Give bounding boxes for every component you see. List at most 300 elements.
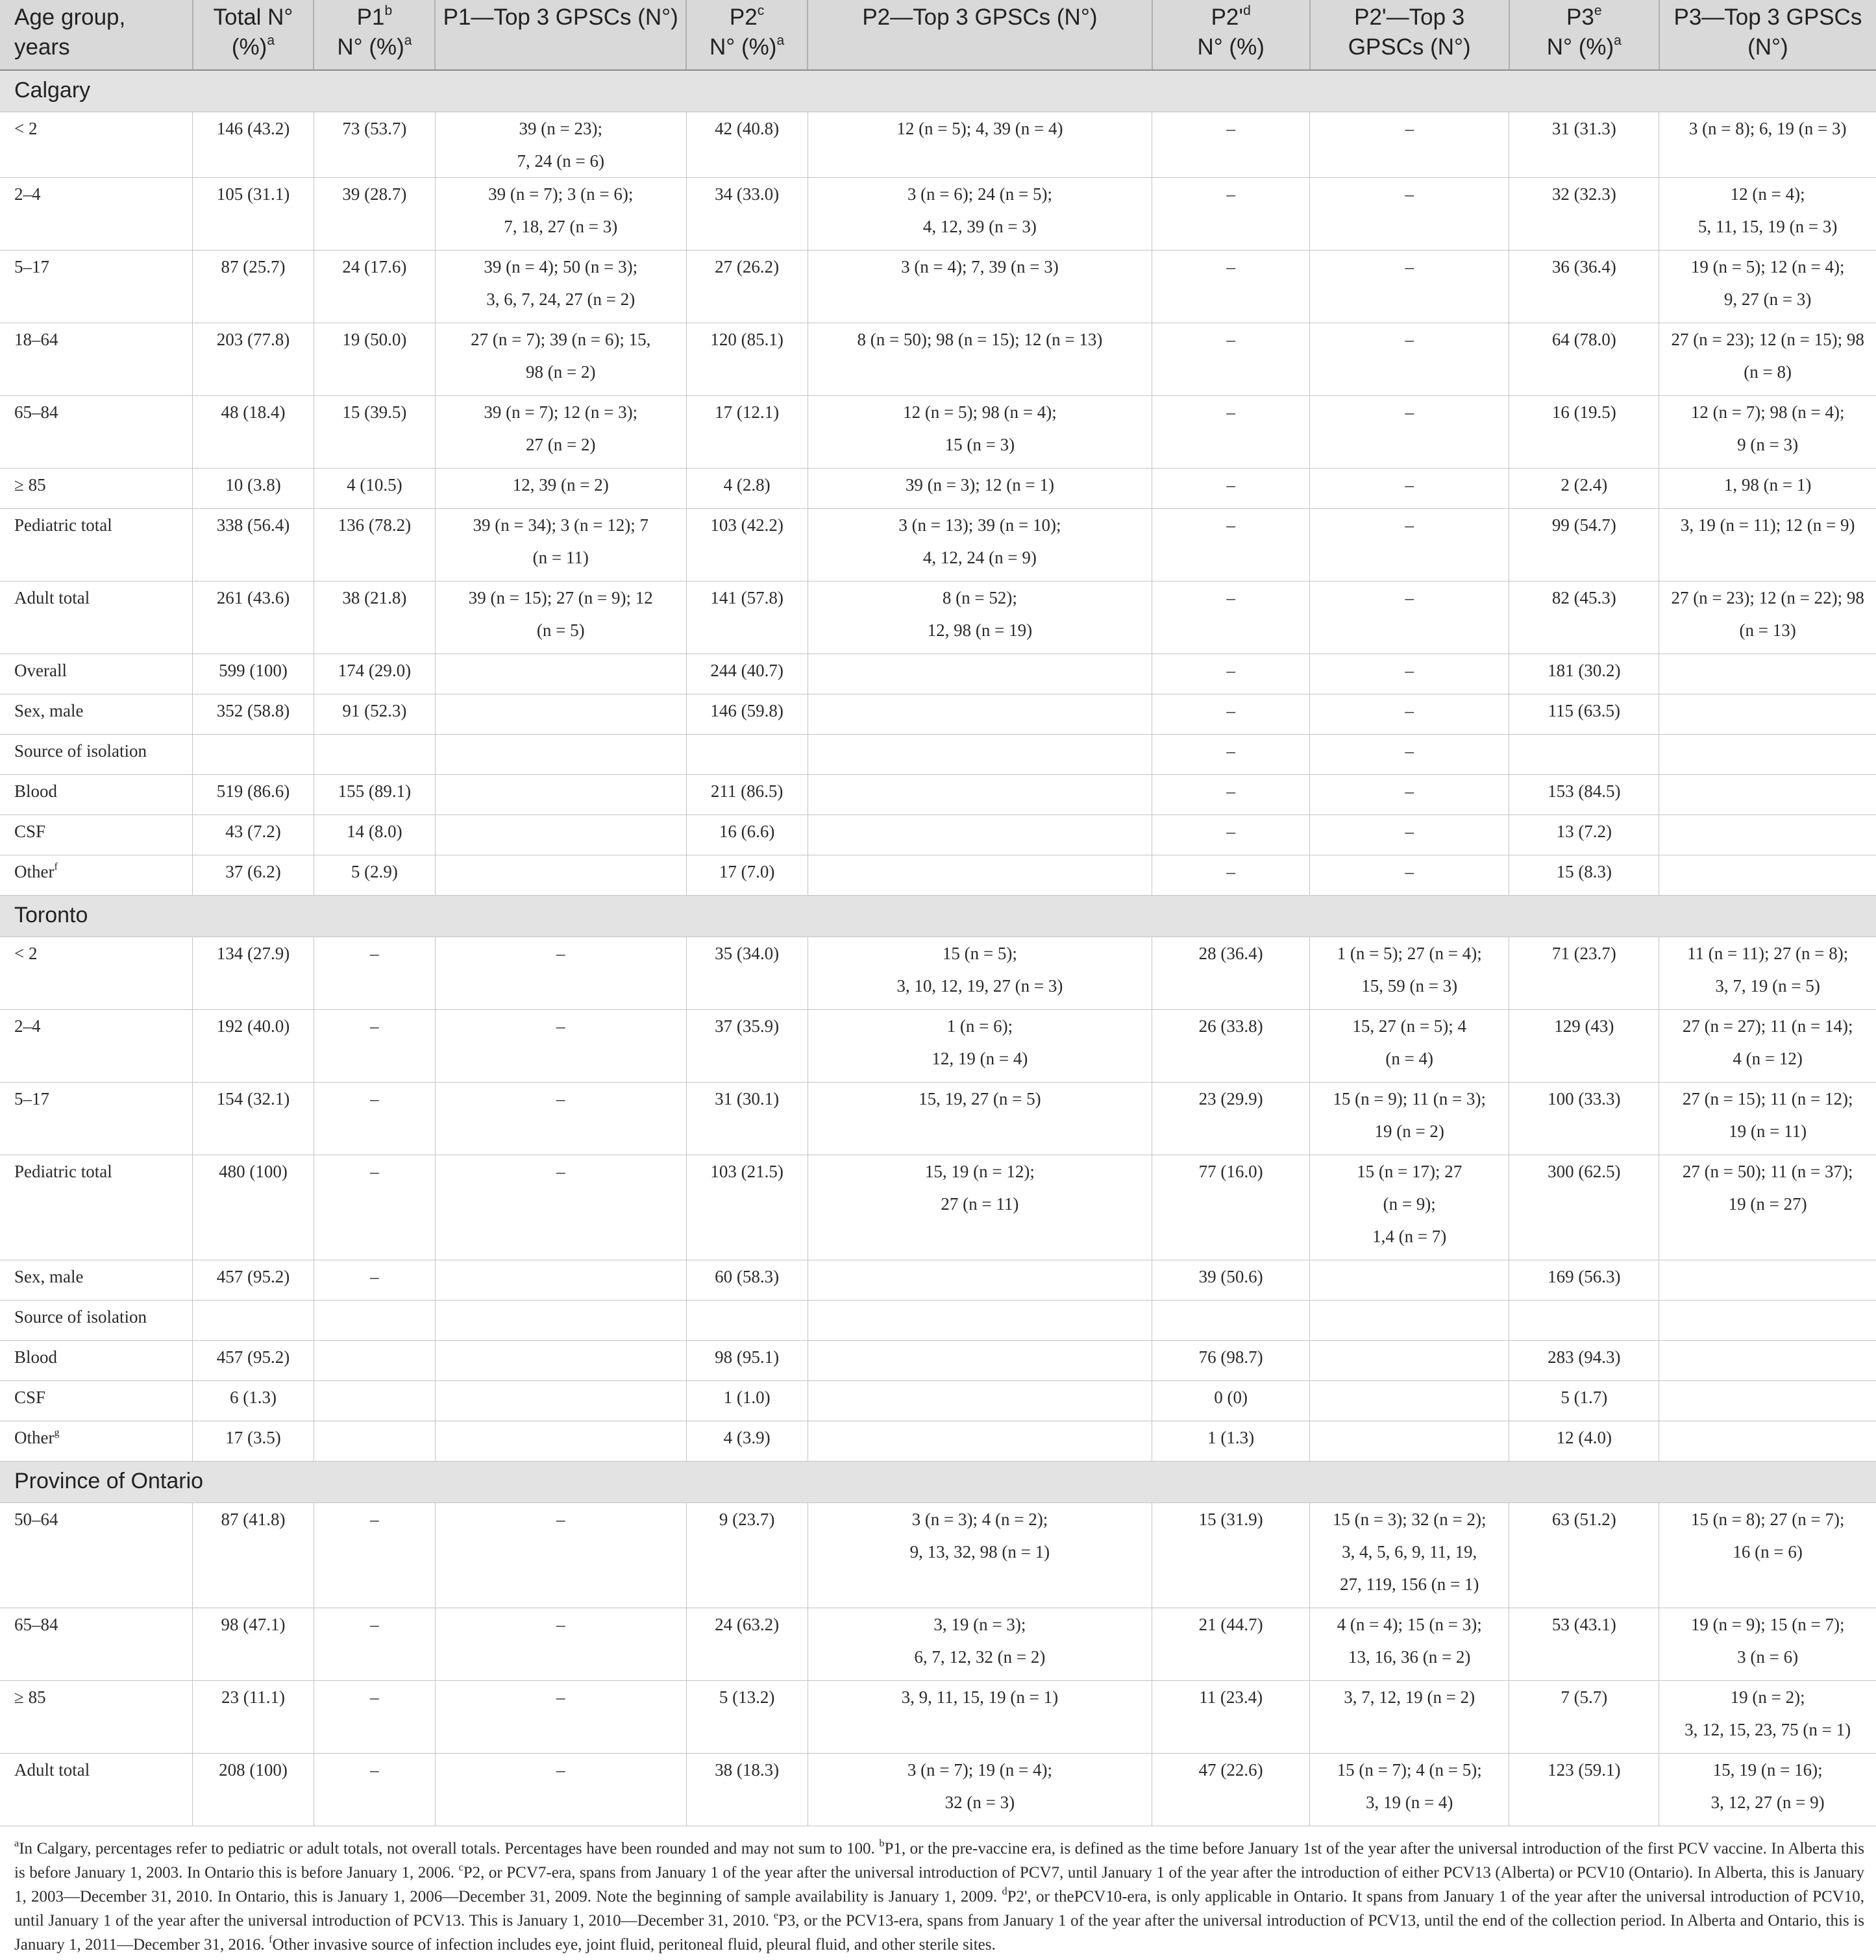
- row-label: [0, 1502, 193, 1608]
- cell-line: 123 (59.1): [1548, 1759, 1621, 1780]
- table-cell: [808, 581, 1152, 654]
- cell-line: 12 (n = 5); 4, 39 (n = 4): [896, 118, 1063, 138]
- table-cell: [1659, 937, 1876, 1009]
- cell-line: 73 (53.7): [342, 118, 407, 138]
- table-cell: [1659, 508, 1876, 581]
- cell-line: 42 (40.8): [715, 118, 780, 138]
- cell-line: 134 (27.9): [216, 943, 290, 963]
- table-cell: [1659, 250, 1876, 323]
- table-cell: [314, 112, 435, 177]
- cell-line: 9, 27 (n = 3): [1723, 289, 1812, 309]
- table-cell: [1509, 1155, 1659, 1260]
- cell-line: 32 (32.3): [1551, 184, 1616, 204]
- table-cell: [435, 1260, 686, 1300]
- cell-line: –: [1226, 821, 1235, 841]
- section-title: Toronto: [0, 895, 1876, 937]
- table-cell: [435, 395, 686, 468]
- table-cell: [1310, 1155, 1509, 1260]
- cell-line: 8 (n = 52);: [942, 587, 1017, 607]
- cell-line: Sex, male: [14, 700, 84, 720]
- table-cell: [1509, 395, 1659, 468]
- column-header-subtext: N° (%): [1546, 34, 1614, 60]
- footnote-text: P3, or the PCV13-era, spans from January 1 of the year after the universal introduction of PCV13, until the end of the collection period. In Alberta and Ontario, this is January 1, 2011—December 31, 2016.: [14, 1912, 1865, 1954]
- cell-line: 37 (35.9): [715, 1016, 780, 1036]
- cell-line: 12, 39 (n = 2): [512, 474, 609, 495]
- cell-line: 208 (100): [219, 1759, 288, 1780]
- cell-line: 15 (n = 5);: [942, 943, 1017, 963]
- table-row: [0, 1753, 1876, 1826]
- row-label: [0, 250, 193, 323]
- cell-line: 4, 12, 39 (n = 3): [922, 216, 1037, 236]
- cell-line: 24 (17.6): [342, 256, 407, 276]
- cell-line: –: [1405, 184, 1414, 204]
- cell-line: –: [1405, 402, 1414, 422]
- table-cell: [808, 1380, 1152, 1421]
- column-header-text: P1—Top 3 GPSCs (N°): [443, 5, 678, 30]
- cell-line: 8 (n = 50); 98 (n = 15); 12 (n = 13): [857, 329, 1103, 349]
- table-cell: [686, 1421, 808, 1461]
- row-label: [0, 1155, 193, 1260]
- table-row: [0, 1340, 1876, 1380]
- cell-line: 7, 18, 27 (n = 3): [504, 216, 618, 236]
- cell-line: 39 (n = 4); 50 (n = 3);: [484, 256, 638, 276]
- table-cell: [435, 855, 686, 895]
- table-row: [0, 395, 1876, 468]
- footnote-marker: d: [1002, 1885, 1007, 1898]
- footnote-text: P2, or PCV7-era, spans from January 1 of the year after the universal introduction of PCV7, until January 1 of the year after the introduction of either PCV13 (Alberta) or PCV10 (Ontario). In Alberta, this is January 1, 2003—December 31, 2010. In Ontario, this is January 1, 2006—December 31, 2009. Note the beginning of sample availability is January 1, 2009.: [14, 1864, 1865, 1905]
- table-cell: [808, 654, 1152, 694]
- table-cell: [314, 937, 435, 1009]
- table-cell: [808, 1753, 1152, 1826]
- cell-line: 39 (n = 34); 3 (n = 12); 7: [473, 515, 648, 535]
- table-cell: [1509, 1608, 1659, 1680]
- cell-line: 99 (54.7): [1551, 515, 1616, 535]
- table-row: [0, 1260, 1876, 1300]
- cell-line: –: [1226, 700, 1235, 720]
- table-cell: [1659, 654, 1876, 694]
- table-cell: [808, 815, 1152, 855]
- table-cell: [193, 395, 314, 468]
- table-cell: [1659, 468, 1876, 508]
- table-cell: [193, 734, 314, 774]
- cell-line: 27 (n = 11): [941, 1194, 1019, 1214]
- row-label: [0, 654, 193, 694]
- table-cell: [1659, 1340, 1876, 1380]
- cell-line: 4 (n = 12): [1733, 1048, 1803, 1068]
- table-row: [0, 1300, 1876, 1340]
- row-label: [0, 1082, 193, 1155]
- row-label: [0, 855, 193, 895]
- cell-line: –: [370, 1161, 379, 1181]
- table-cell: [1509, 112, 1659, 177]
- cell-line: –: [1226, 861, 1235, 881]
- table-row: [0, 1502, 1876, 1608]
- cell-line: –: [1405, 741, 1414, 761]
- table-cell: [686, 654, 808, 694]
- table-cell: [435, 1380, 686, 1421]
- cell-line: 352 (58.8): [216, 700, 290, 720]
- cell-line: –: [1405, 861, 1414, 881]
- table-row: [0, 468, 1876, 508]
- cell-line: 91 (52.3): [342, 700, 407, 720]
- footnote-marker: a: [404, 33, 412, 49]
- table-cell: [1659, 1082, 1876, 1155]
- cell-line: 129 (43): [1554, 1016, 1614, 1036]
- cell-line: –: [370, 1509, 379, 1529]
- table-cell: [1310, 855, 1509, 895]
- cell-line: 5 (2.9): [351, 861, 398, 881]
- table-cell: [314, 250, 435, 323]
- footnote-text: P1, or the pre-vaccine era, is defined as the time before January 1st of the year after the universal introduction of the first PCV vaccine. In Alberta this is before January 1, 2003. In Ontario this is before January 1, 2006.: [14, 1840, 1865, 1881]
- cell-line: Overall: [14, 660, 67, 680]
- table-cell: [1152, 1680, 1310, 1753]
- cell-line: –: [1226, 402, 1235, 422]
- cell-line: 87 (41.8): [221, 1509, 286, 1529]
- table-cell: [1659, 1300, 1876, 1340]
- cell-line: 5 (1.7): [1561, 1387, 1608, 1407]
- table-cell: [808, 774, 1152, 815]
- table-row: [0, 112, 1876, 177]
- table-cell: [435, 937, 686, 1009]
- table-cell: [193, 937, 314, 1009]
- cell-line: 146 (43.2): [216, 118, 290, 138]
- table-cell: [1152, 1155, 1310, 1260]
- table-cell: [1152, 1300, 1310, 1340]
- cell-line: 98 (95.1): [715, 1347, 780, 1367]
- cell-line: 3 (n = 13); 39 (n = 10);: [898, 515, 1061, 535]
- table-cell: [314, 815, 435, 855]
- table-header: [0, 0, 1876, 70]
- table-cell: [1152, 1753, 1310, 1826]
- table-cell: [1152, 1380, 1310, 1421]
- cell-line: 27 (n = 50); 11 (n = 37);: [1682, 1161, 1853, 1181]
- cell-line: 12 (n = 4);: [1730, 184, 1805, 204]
- table-cell: [1310, 1680, 1509, 1753]
- table-cell: [1152, 1009, 1310, 1082]
- table-cell: [1310, 1082, 1509, 1155]
- table-cell: [1659, 1753, 1876, 1826]
- cell-line: (n = 8): [1744, 361, 1792, 382]
- cell-line: 103 (21.5): [710, 1161, 784, 1181]
- table-cell: [1310, 1753, 1509, 1826]
- table-cell: [1659, 581, 1876, 654]
- table-cell: [314, 323, 435, 395]
- header-row: [0, 0, 1876, 70]
- row-label: [0, 1300, 193, 1340]
- table-cell: [1509, 1680, 1659, 1753]
- cell-line: (n = 11): [532, 547, 589, 567]
- cell-line: 26 (33.8): [1198, 1016, 1263, 1036]
- cell-line: 27 (n = 23); 12 (n = 22); 98: [1671, 587, 1864, 607]
- table-row: [0, 1155, 1876, 1260]
- cell-line: 457 (95.2): [216, 1347, 290, 1367]
- cell-line: 13 (7.2): [1556, 821, 1612, 841]
- cell-line: 338 (56.4): [216, 515, 290, 535]
- row-label: [0, 734, 193, 774]
- table-cell: [1310, 581, 1509, 654]
- footnote-marker: c: [458, 1861, 463, 1874]
- cell-line: 3 (n = 6); 24 (n = 5);: [907, 184, 1052, 204]
- cell-line: –: [1405, 474, 1414, 495]
- table-cell: [1310, 508, 1509, 581]
- footnote-marker: c: [757, 3, 765, 19]
- table-cell: [1509, 1340, 1659, 1380]
- cell-line: 11 (23.4): [1199, 1687, 1263, 1707]
- table-cell: [193, 508, 314, 581]
- table-cell: [1152, 855, 1310, 895]
- table-cell: [193, 1421, 314, 1461]
- cell-line: 39 (n = 23);: [519, 118, 602, 138]
- cell-line: Source of isolation: [14, 1306, 147, 1327]
- table-cell: [193, 112, 314, 177]
- cell-line: 19 (n = 5); 12 (n = 4);: [1690, 256, 1845, 276]
- table-cell: [1152, 1340, 1310, 1380]
- cell-line: 283 (94.3): [1548, 1347, 1621, 1367]
- footnote-marker: a: [776, 33, 785, 49]
- table-cell: [193, 654, 314, 694]
- table-cell: [435, 1340, 686, 1380]
- table-cell: [193, 1082, 314, 1155]
- table-cell: [686, 734, 808, 774]
- table-cell: [686, 1260, 808, 1300]
- table-cell: [686, 815, 808, 855]
- cell-line: 100 (33.3): [1548, 1088, 1621, 1109]
- cell-line: 3 (n = 3); 4 (n = 2);: [911, 1509, 1048, 1529]
- cell-line: –: [556, 1016, 565, 1036]
- table-row: [0, 323, 1876, 395]
- table-cell: [686, 694, 808, 734]
- table-cell: [686, 1680, 808, 1753]
- table-cell: [1509, 1502, 1659, 1608]
- cell-line: 19 (50.0): [342, 329, 407, 349]
- footnote-text: In Calgary, percentages refer to pediatric or adult totals, not overall totals. Percentages have been rounded and may not sum to 100.: [19, 1840, 875, 1857]
- cell-line: 15 (31.9): [1198, 1509, 1263, 1529]
- column-header-text: P3: [1566, 5, 1594, 30]
- table-cell: [1152, 581, 1310, 654]
- cell-line: 0 (0): [1214, 1387, 1248, 1407]
- table-cell: [808, 1155, 1152, 1260]
- table-cell: [1509, 1260, 1659, 1300]
- table-cell: [1310, 468, 1509, 508]
- column-header: [1659, 0, 1876, 70]
- table-cell: [808, 1082, 1152, 1155]
- table-cell: [193, 250, 314, 323]
- cell-line: 18–64: [14, 329, 58, 349]
- column-header: [0, 0, 193, 70]
- table-cell: [1509, 250, 1659, 323]
- cell-line: < 2: [14, 943, 38, 963]
- table-cell: [435, 815, 686, 855]
- cell-line: 480 (100): [219, 1161, 288, 1181]
- table-cell: [1310, 250, 1509, 323]
- column-header-text: Age group, years: [14, 5, 126, 60]
- table-cell: [686, 112, 808, 177]
- table-cell: [1659, 323, 1876, 395]
- footnote-marker: a: [14, 1837, 19, 1850]
- table-cell: [435, 1082, 686, 1155]
- table-cell: [686, 855, 808, 895]
- cell-line: 16 (n = 6): [1733, 1541, 1803, 1562]
- table-cell: [686, 937, 808, 1009]
- table-cell: [808, 1680, 1152, 1753]
- table-cell: [1152, 468, 1310, 508]
- cell-line: 27, 119, 156 (n = 1): [1339, 1574, 1479, 1594]
- cell-line: 39 (28.7): [342, 184, 407, 204]
- table-cell: [435, 468, 686, 508]
- table-cell: [1659, 734, 1876, 774]
- cell-line: ≥ 85: [14, 474, 46, 495]
- table-cell: [1659, 1380, 1876, 1421]
- table-cell: [1659, 112, 1876, 177]
- row-label: [0, 1680, 193, 1753]
- table-cell: [1659, 1009, 1876, 1082]
- section-row: [0, 1461, 1876, 1502]
- table-cell: [808, 855, 1152, 895]
- cell-line: 3, 6, 7, 24, 27 (n = 2): [486, 289, 636, 309]
- column-header-subtext: N° (%): [1197, 34, 1265, 60]
- footnote-marker: e: [1594, 3, 1602, 19]
- cell-line: 39 (n = 15); 27 (n = 9); 12: [468, 587, 653, 607]
- table-cell: [314, 734, 435, 774]
- table-cell: [808, 734, 1152, 774]
- cell-line: 98 (n = 2): [526, 361, 596, 382]
- row-label: [0, 177, 193, 250]
- table-cell: [1152, 177, 1310, 250]
- table-cell: [1152, 508, 1310, 581]
- table-cell: [1509, 774, 1659, 815]
- table-cell: [314, 1608, 435, 1680]
- table-row: [0, 774, 1876, 815]
- table-cell: [193, 855, 314, 895]
- table-cell: [193, 1340, 314, 1380]
- table-cell: [686, 1082, 808, 1155]
- cell-line: 39 (n = 7); 3 (n = 6);: [488, 184, 634, 204]
- table-cell: [435, 1753, 686, 1826]
- cell-line: 82 (45.3): [1551, 587, 1616, 607]
- table-cell: [686, 1608, 808, 1680]
- cell-line: 31 (30.1): [715, 1088, 780, 1109]
- cell-line: 203 (77.8): [216, 329, 290, 349]
- cell-line: 141 (57.8): [710, 587, 784, 607]
- table-cell: [1659, 855, 1876, 895]
- table-cell: [1310, 177, 1509, 250]
- cell-line: 5, 11, 15, 19 (n = 3): [1697, 216, 1838, 236]
- cell-line: 65–84: [14, 402, 58, 422]
- cell-line: 47 (22.6): [1198, 1759, 1263, 1780]
- cell-line: 15 (n = 8); 27 (n = 7);: [1690, 1509, 1845, 1529]
- table-cell: [193, 1680, 314, 1753]
- cell-line: –: [370, 1016, 379, 1036]
- row-label: [0, 815, 193, 855]
- table-cell: [808, 112, 1152, 177]
- table-cell: [808, 1608, 1152, 1680]
- cell-line: 154 (32.1): [216, 1088, 290, 1109]
- cell-line: 43 (7.2): [225, 821, 281, 841]
- cell-line: 17 (3.5): [225, 1427, 281, 1447]
- cell-line: 115 (63.5): [1548, 700, 1621, 720]
- table-row: [0, 1608, 1876, 1680]
- table-cell: [1310, 694, 1509, 734]
- cell-line: < 2: [14, 118, 38, 138]
- table-row: [0, 734, 1876, 774]
- table-row: [0, 654, 1876, 694]
- column-header: [1310, 0, 1509, 70]
- cell-line: 38 (18.3): [715, 1759, 780, 1780]
- cell-line: 27 (26.2): [715, 256, 780, 276]
- table-row: [0, 508, 1876, 581]
- cell-line: 244 (40.7): [710, 660, 784, 680]
- table-cell: [808, 937, 1152, 1009]
- cell-line: 87 (25.7): [221, 256, 286, 276]
- cell-line: 36 (36.4): [1551, 256, 1616, 276]
- table-cell: [1659, 1260, 1876, 1300]
- cell-line: –: [370, 1687, 379, 1707]
- row-label: [0, 323, 193, 395]
- table-cell: [1152, 323, 1310, 395]
- cell-line: 12 (n = 7); 98 (n = 4);: [1690, 402, 1845, 422]
- table-cell: [1509, 1082, 1659, 1155]
- section-title: Province of Ontario: [0, 1461, 1876, 1502]
- cell-line: –: [1405, 329, 1414, 349]
- cell-line: 3, 7, 19 (n = 5): [1715, 975, 1820, 996]
- column-header-subtext: N° (%): [337, 34, 404, 60]
- table-cell: [1659, 815, 1876, 855]
- table-cell: [435, 250, 686, 323]
- cell-line: 64 (78.0): [1551, 329, 1616, 349]
- cell-line: 1 (1.3): [1207, 1427, 1255, 1447]
- table-cell: [1152, 1502, 1310, 1608]
- table-cell: [314, 177, 435, 250]
- table-cell: [193, 694, 314, 734]
- cell-line: –: [1226, 587, 1235, 607]
- cell-line: 39 (n = 7); 12 (n = 3);: [484, 402, 638, 422]
- cell-line: 15 (n = 3); 32 (n = 2);: [1332, 1509, 1487, 1529]
- table-cell: [435, 694, 686, 734]
- cell-line: 39 (n = 3); 12 (n = 1): [905, 474, 1054, 495]
- column-header-subtext: N° (%): [710, 34, 777, 60]
- column-header-text: P3—Top 3 GPSCs (N°): [1673, 5, 1862, 60]
- table-cell: [193, 177, 314, 250]
- cell-line: 174 (29.0): [338, 660, 412, 680]
- table-cell: [1152, 774, 1310, 815]
- table-cell: [686, 250, 808, 323]
- cell-line: 19 (n = 2);: [1730, 1687, 1805, 1707]
- cell-line: –: [370, 943, 379, 963]
- cell-line: 1 (n = 5); 27 (n = 4);: [1337, 943, 1482, 963]
- table-cell: [1509, 734, 1659, 774]
- cell-line: 98 (47.1): [221, 1614, 286, 1634]
- table-cell: [435, 654, 686, 694]
- cell-line: 261 (43.6): [216, 587, 290, 607]
- cell-line: 37 (6.2): [225, 861, 281, 881]
- cell-line: 9 (23.7): [719, 1509, 775, 1529]
- cell-line: –: [1226, 741, 1235, 761]
- table-cell: [1152, 112, 1310, 177]
- row-label: [0, 1380, 193, 1421]
- row-label: [0, 112, 193, 177]
- table-cell: [193, 1380, 314, 1421]
- cell-line: –: [1405, 700, 1414, 720]
- cell-line: 60 (58.3): [715, 1266, 780, 1286]
- cell-line: –: [556, 1614, 565, 1634]
- cell-line: 2 (2.4): [1561, 474, 1608, 495]
- table-cell: [1152, 250, 1310, 323]
- cell-line: Adult total: [14, 587, 90, 607]
- cell-line: 3, 12, 27 (n = 9): [1710, 1792, 1825, 1812]
- table-cell: [686, 508, 808, 581]
- table-cell: [1509, 937, 1659, 1009]
- cell-line: Other: [14, 861, 55, 881]
